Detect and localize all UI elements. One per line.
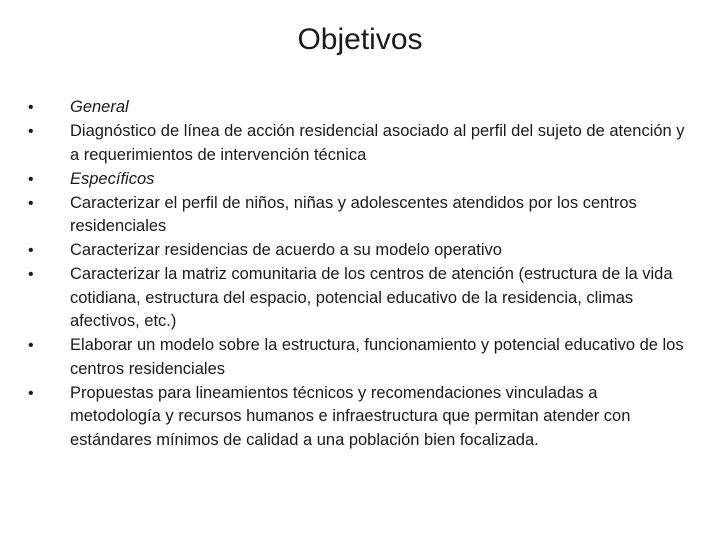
slide-title: Objetivos — [297, 23, 423, 56]
list-item-residencias — [28, 239, 692, 263]
list-item-matriz — [28, 263, 692, 334]
bullet-icon: • — [28, 266, 34, 283]
bullet-icon: • — [28, 170, 34, 188]
bullet-icon: • — [28, 384, 34, 402]
list-item-especificos — [28, 168, 692, 192]
objectives-list — [28, 96, 692, 453]
list-item-text: Caracterizar la matriz comunitaria de los centros de atención (estructura de la vida cotidiana, estructura del espacio, potencial educativo de la residencia, climas afectivos, etc.) — [70, 265, 673, 330]
list-item-diagnostico — [28, 120, 692, 167]
list-item-text: General — [70, 98, 129, 116]
bullet-icon: • — [28, 242, 34, 259]
bullet-icon: • — [28, 123, 34, 140]
list-item-perfil — [28, 192, 692, 239]
list-item-general — [28, 96, 692, 120]
list-item-text: Caracterizar residencias de acuerdo a su modelo operativo — [70, 241, 502, 259]
list-item-modelo — [28, 334, 692, 381]
bullet-icon: • — [28, 194, 34, 212]
list-item-text: Caracterizar el perfil de niños, niñas y adolescentes atendidos por los centros residenciales — [70, 193, 637, 235]
list-item-propuestas — [28, 382, 692, 453]
list-item-text: Diagnóstico de línea de acción residencial asociado al perfil del sujeto de atención y a requerimientos de intervención técnica — [70, 122, 685, 164]
bullet-icon: • — [28, 99, 34, 116]
list-item-text: Específicos — [70, 169, 155, 188]
list-item-text: Elaborar un modelo sobre la estructura, funcionamiento y potencial educativo de los centros residenciales — [70, 336, 684, 378]
bullet-icon: • — [28, 337, 34, 354]
list-item-text: Propuestas para lineamientos técnicos y recomendaciones vinculadas a metodología y recursos humanos e infraestructura que permitan atender con estándares mínimos de calidad a una población bien focalizada. — [70, 383, 631, 449]
